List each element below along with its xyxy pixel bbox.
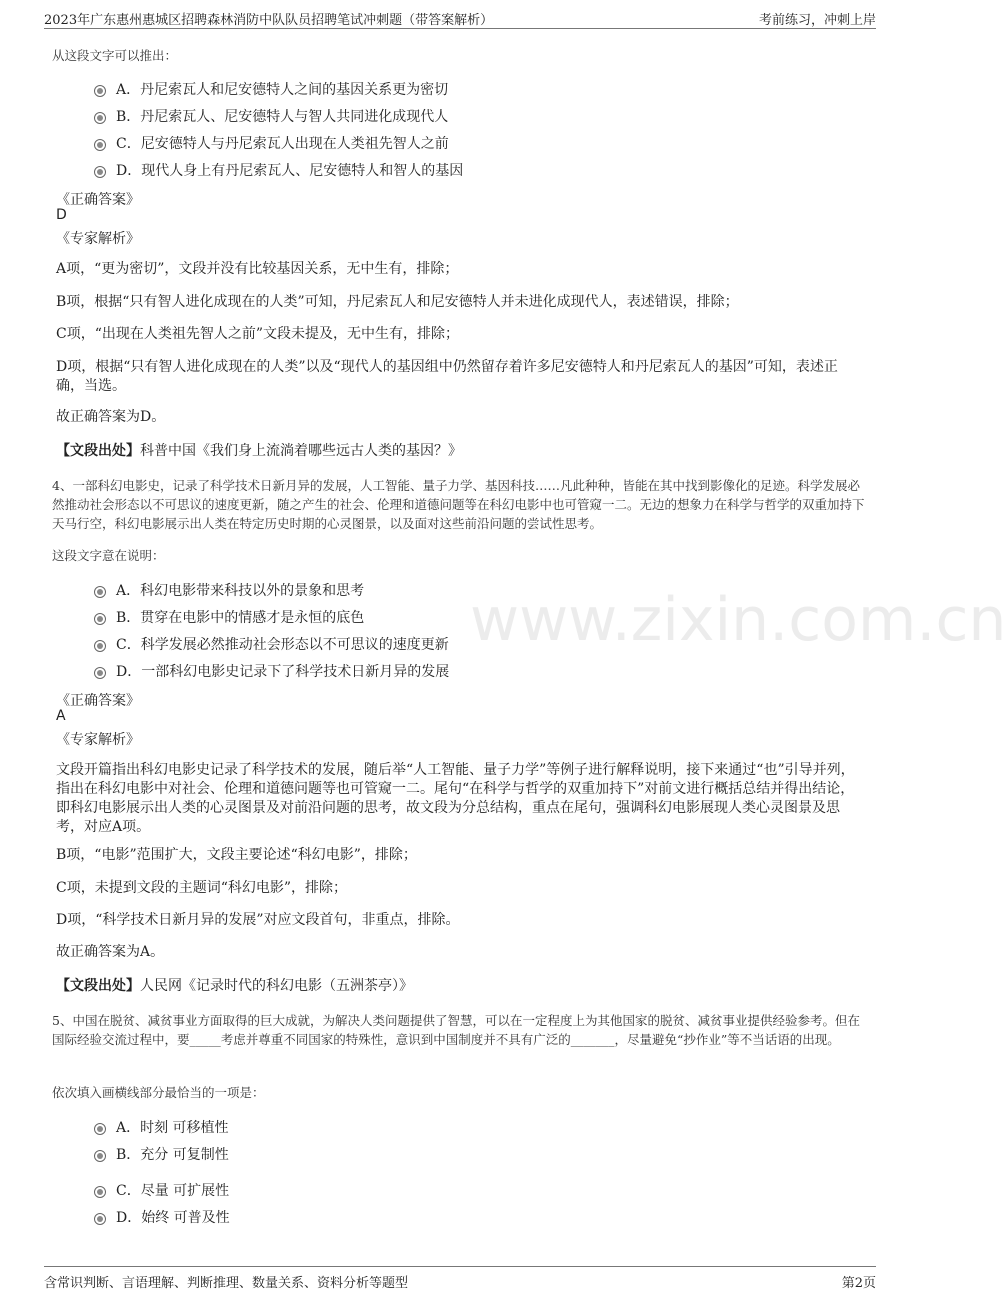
page-header xyxy=(44,6,876,29)
q3-analysis-d: D项，根据“只有智人进化成现在的人类”以及“现代人的基因组中仍然留存着许多尼安德特人和丹尼索瓦人的基因”可知，表述正确，当选。 xyxy=(56,359,838,394)
q3-option-d[interactable]: D．现代人身上有丹尼索瓦人、尼安德特人和智人的基因 xyxy=(94,160,463,180)
footer-note: 含常识判断、言语理解、判断推理、数量关系、资料分析等题型 xyxy=(44,1276,409,1291)
q5-prompt: 依次填入画横线部分最恰当的一项是： xyxy=(52,1085,265,1100)
q3-prompt: 从这段文字可以推出： xyxy=(52,48,178,63)
q4-option-c[interactable]: C．科学发展必然推动社会形态以不可思议的速度更新 xyxy=(94,634,449,654)
q3-analysis-label: 《专家解析》 xyxy=(56,231,140,247)
q5-option-c[interactable]: C．尽量 可扩展性 xyxy=(94,1180,229,1200)
q4-analysis-main: 文段开篇指出科幻电影史记录了科学技术的发展，随后举“人工智能、量子力学”等例子进行解释说明，接下来通过“也”引导并列，指出在科幻电影中对社会、伦理和道德问题等也可管窥一二。尾句“在科学与哲学的双重加持下”对前文进行概括总结并得出结论，即科幻电影展示出人类的心灵图景及对前沿问题的思考，故文段为分总结构，重点在尾句，强调科幻电影展现人类心灵图景及思考，对应A项。 xyxy=(56,762,855,835)
q4-analysis-b: B项，“电影”范围扩大，文段主要论述“科幻电影”，排除； xyxy=(56,847,417,863)
q4-stem: 4、一部科幻电影史，记录了科学技术日新月异的发展，人工智能、量子力学、基因科技……凡此种种，皆能在其中找到影像化的足迹。科学发展必然推动社会形态以不可思议的速度更新，随之产生的社会、伦理和道德问题等在科幻电影中也可管窥一二。无边的想象力在科学与哲学的双重加持下天马行空，科幻电影展示出人类在特定历史时期的心灵图景，以及面对这些前沿问题的尝试性思考。 xyxy=(52,478,865,531)
q3-conclusion: 故正确答案为D。 xyxy=(56,409,166,425)
q5-option-d[interactable]: D．始终 可普及性 xyxy=(94,1207,230,1227)
radio-icon[interactable] xyxy=(94,613,106,625)
radio-icon[interactable] xyxy=(94,85,106,97)
q3-analysis-b: B项，根据“只有智人进化成现在的人类”可知，丹尼索瓦人和尼安德特人并未进化成现代人，表述错误，排除； xyxy=(56,294,739,310)
q4-conclusion: 故正确答案为A。 xyxy=(56,944,165,960)
document-title: 2023年广东惠州惠城区招聘森林消防中队队员招聘笔试冲刺题（带答案解析） xyxy=(44,13,494,28)
q3-option-b[interactable]: B．丹尼索瓦人、尼安德特人与智人共同进化成现代人 xyxy=(94,106,448,126)
radio-icon[interactable] xyxy=(94,1213,106,1225)
q3-option-a[interactable]: A．丹尼索瓦人和尼安德特人之间的基因关系更为密切 xyxy=(94,79,448,99)
q4-option-d[interactable]: D．一部科幻电影史记录下了科学技术日新月异的发展 xyxy=(94,661,449,681)
watermark: www.zixin.com.cn xyxy=(470,585,1006,655)
radio-icon[interactable] xyxy=(94,667,106,679)
q5-stem: 5、中国在脱贫、减贫事业方面取得的巨大成就，为解决人类问题提供了智慧，可以在一定程度上为其他国家的脱贫、减贫事业提供经验参考。但在国际经验交流过程中，要_____考虑并尊重不同国家的特殊性，意识到中国制度并不具有广泛的_______，尽量避免“抄作业”等不当话语的出现。 xyxy=(52,1013,860,1047)
q3-analysis-a: A项，“更为密切”，文段并没有比较基因关系，无中生有，排除； xyxy=(56,261,459,277)
q3-option-c[interactable]: C．尼安德特人与丹尼索瓦人出现在人类祖先智人之前 xyxy=(94,133,449,153)
q5-option-a[interactable]: A．时刻 可移植性 xyxy=(94,1117,229,1137)
radio-icon[interactable] xyxy=(94,139,106,151)
radio-icon[interactable] xyxy=(94,1123,106,1135)
page-number: 第2页 xyxy=(841,1276,876,1291)
q3-source: 【文段出处】科普中国《我们身上流淌着哪些远古人类的基因？》 xyxy=(56,443,462,459)
radio-icon[interactable] xyxy=(94,1150,106,1162)
q4-answer-label: 《正确答案》 xyxy=(56,693,140,709)
header-slogan: 考前练习，冲刺上岸 xyxy=(758,13,876,28)
q5-option-b[interactable]: B．充分 可复制性 xyxy=(94,1144,229,1164)
q3-answer: D xyxy=(56,207,67,223)
q4-analysis-c: C项，未提到文段的主题词“科幻电影”，排除； xyxy=(56,880,348,896)
q4-analysis-label: 《专家解析》 xyxy=(56,732,140,748)
q3-analysis-c: C项，“出现在人类祖先智人之前”文段未提及，无中生有，排除； xyxy=(56,326,460,342)
radio-icon[interactable] xyxy=(94,640,106,652)
q3-answer-label: 《正确答案》 xyxy=(56,192,140,208)
radio-icon[interactable] xyxy=(94,166,106,178)
radio-icon[interactable] xyxy=(94,1186,106,1198)
q4-prompt: 这段文字意在说明： xyxy=(52,548,165,563)
radio-icon[interactable] xyxy=(94,112,106,124)
q4-analysis-d: D项，“科学技术日新月异的发展”对应文段首句，非重点，排除。 xyxy=(56,912,460,928)
q4-source: 【文段出处】人民网《记录时代的科幻电影（五洲茶亭）》 xyxy=(56,978,413,994)
q4-option-a[interactable]: A．科幻电影带来科技以外的景象和思考 xyxy=(94,580,364,600)
page-footer xyxy=(44,1266,876,1291)
q4-answer: A xyxy=(56,708,66,724)
q4-option-b[interactable]: B．贯穿在电影中的情感才是永恒的底色 xyxy=(94,607,364,627)
radio-icon[interactable] xyxy=(94,586,106,598)
